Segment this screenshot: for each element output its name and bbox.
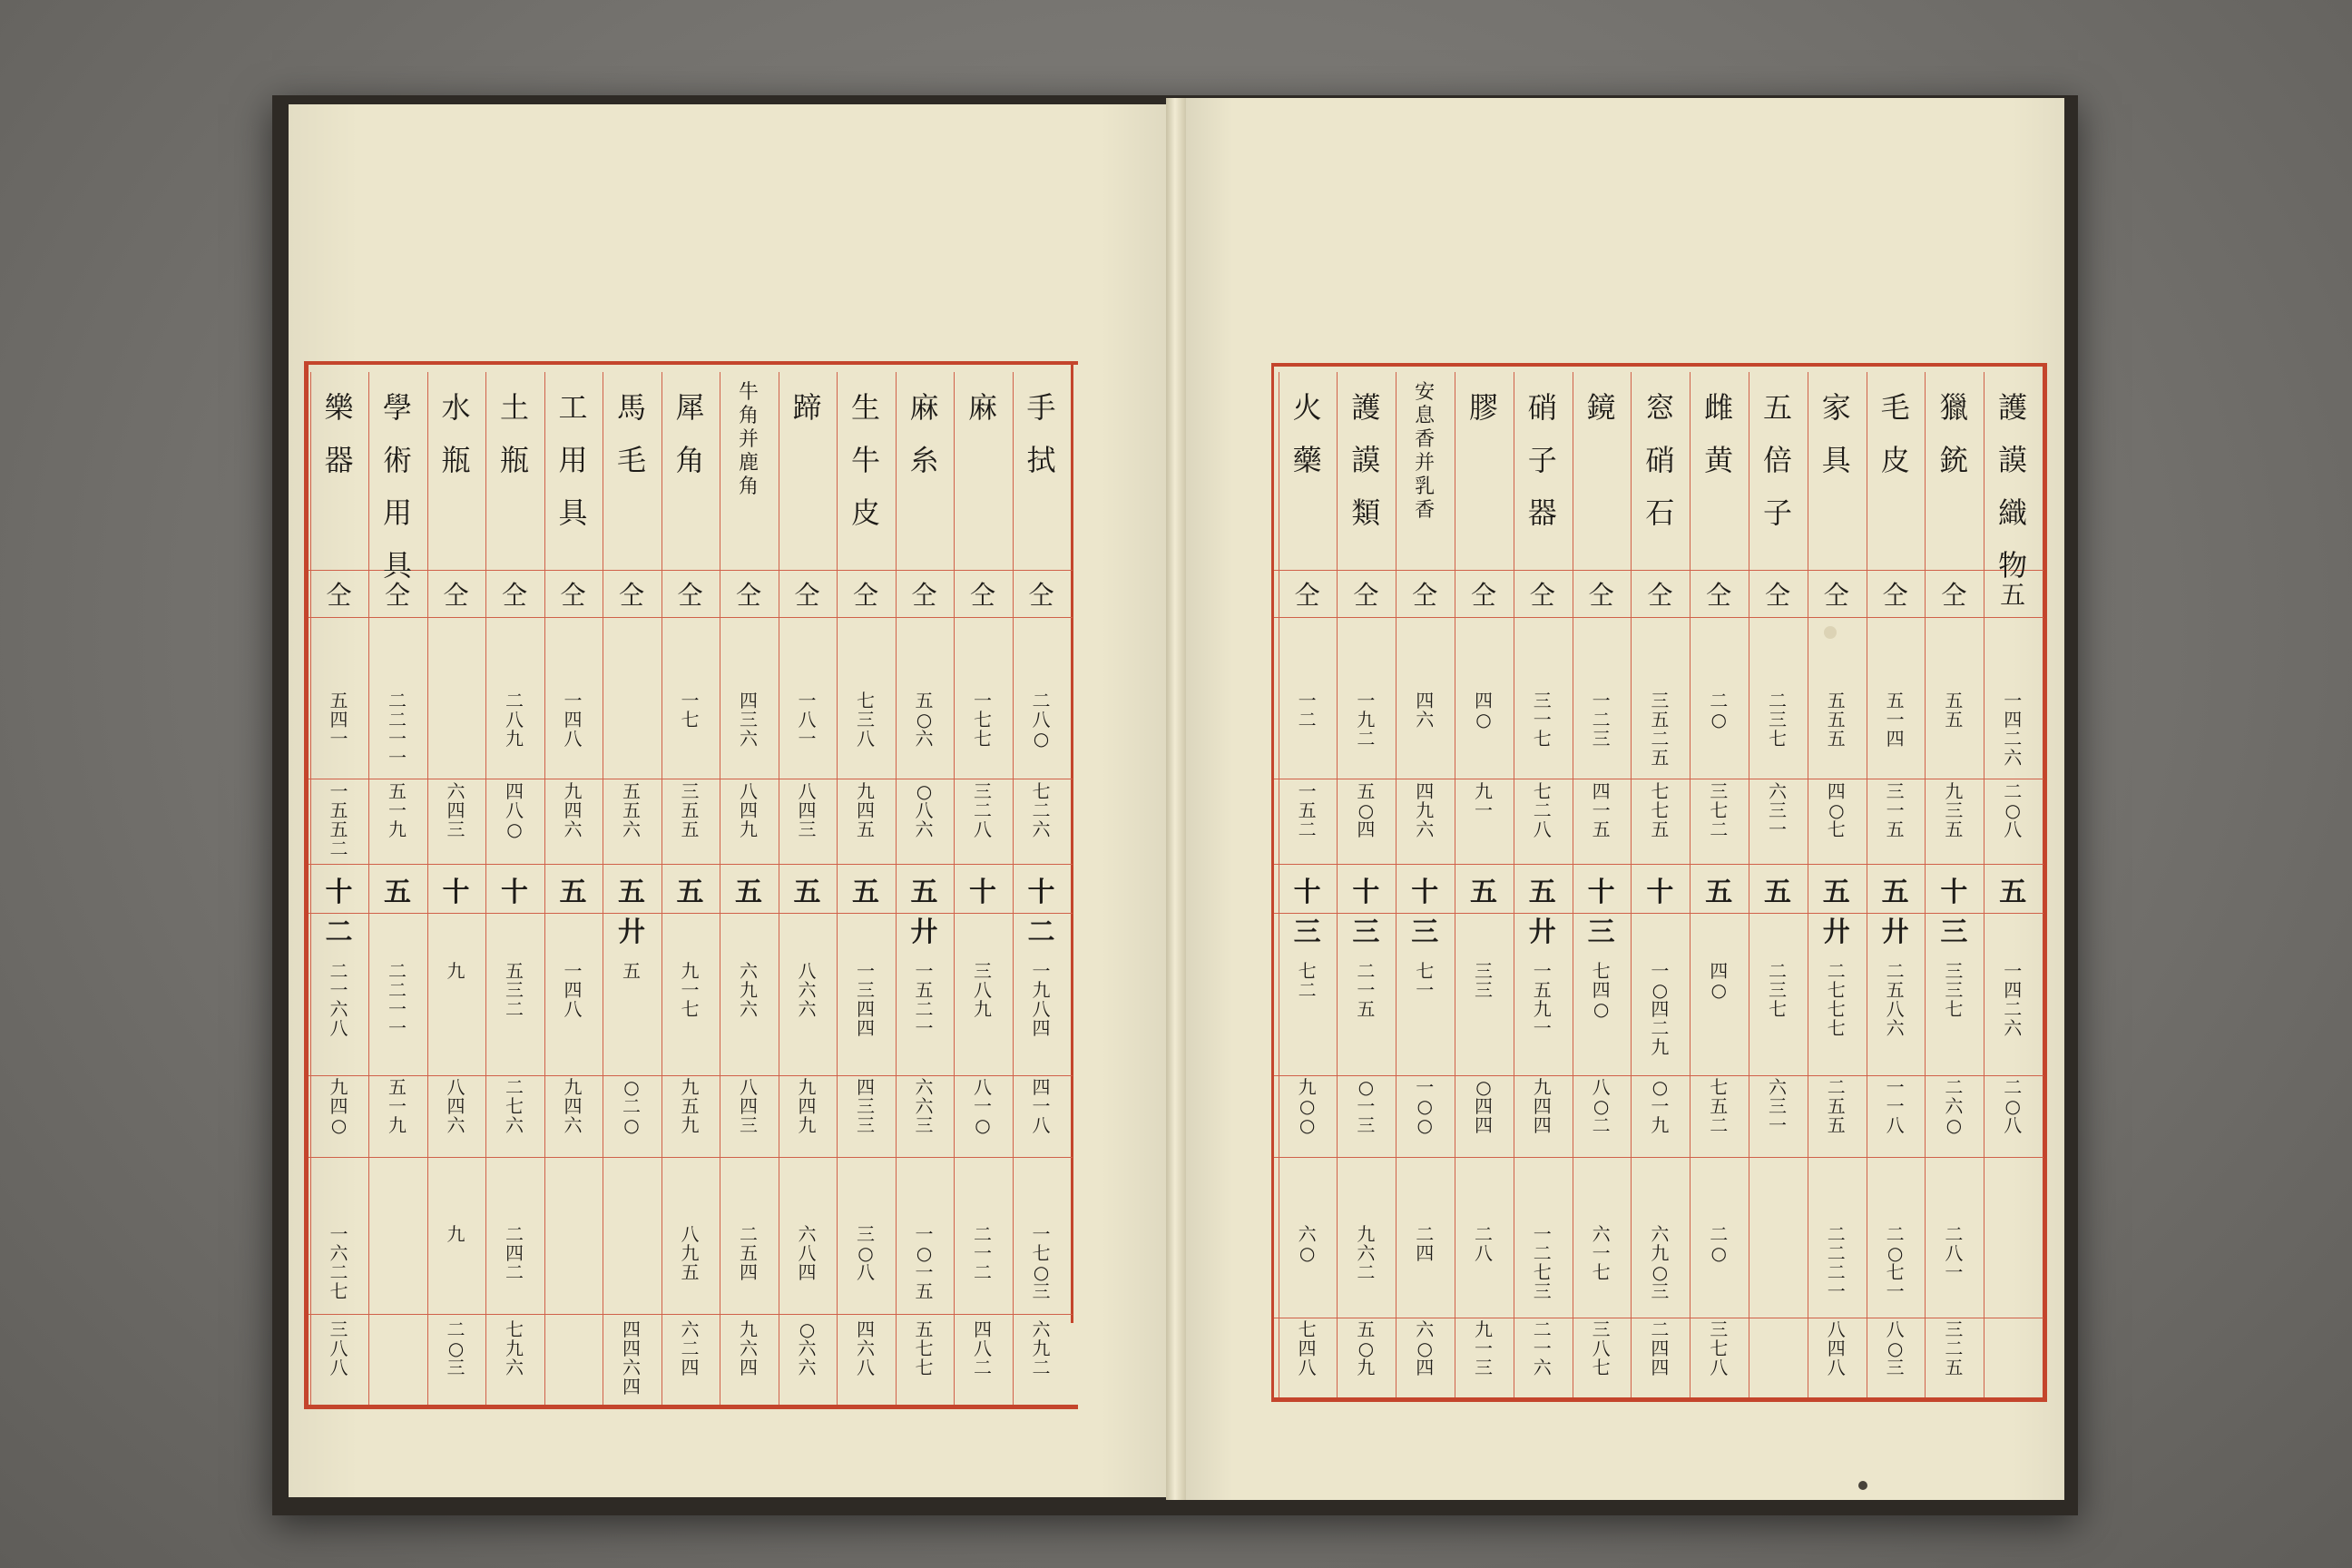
value-amount-3: 八 ○ 三: [1886, 1318, 1905, 1378]
same-mark: 仝: [1647, 580, 1673, 610]
value-quantity-1: 二 二 一 一: [388, 690, 407, 769]
left-rule-all: [309, 617, 1073, 618]
right-frame-top-edge: [1271, 363, 2047, 367]
left-frame-thick-edge: [304, 361, 309, 1409]
left-column-divider: [368, 372, 369, 1405]
value-amount-2: 九 四 九: [798, 1076, 817, 1136]
value-quantity-3: 一 六 二 七: [329, 1223, 348, 1302]
same-mark: 仝: [1353, 580, 1379, 610]
value-quantity-3: 二 ○: [1710, 1223, 1729, 1264]
value-quantity-1: 一 七: [681, 690, 700, 730]
value-quantity-1: 三 一 七: [1533, 690, 1552, 750]
value-amount-1: 三 五 五: [681, 780, 700, 840]
same-mark: 仝: [1529, 580, 1555, 610]
value-amount-2: 九 四 ○: [329, 1076, 348, 1136]
right-column-divider: [1337, 372, 1338, 1397]
value-amount-3: 三 八 七: [1592, 1318, 1611, 1378]
value-amount-3: 三 八 八: [329, 1318, 348, 1378]
same-mark: 仝: [1412, 580, 1438, 610]
value-amount-2: 一 一 八: [1886, 1076, 1905, 1136]
value-quantity-2: 二 二 一 一: [388, 960, 407, 1039]
value-amount-2: ○ 四 四: [1475, 1076, 1493, 1136]
unit-mark: 十二: [325, 877, 353, 948]
value-quantity-2: 一 四 二 六: [2004, 960, 2023, 1039]
right-item-label: 護 謨 類: [1351, 390, 1381, 530]
unit-mark: 五: [1705, 877, 1733, 908]
value-amount-2: 二 六 ○: [1945, 1076, 1964, 1136]
value-amount-2: 九 四 四: [1533, 1076, 1552, 1136]
same-mark: 仝: [1028, 580, 1054, 610]
left-frame-top-edge: [304, 361, 1078, 365]
value-amount-2: 八 四 三: [740, 1076, 758, 1136]
left-rule-sum-top: [309, 864, 1073, 865]
right-frame-bottom-edge: [1271, 1397, 2047, 1402]
value-quantity-3: 三 ○ 八: [857, 1223, 875, 1283]
value-quantity-2: 一 三 四 四: [857, 960, 875, 1039]
value-amount-1: 九 三 五: [1945, 780, 1964, 840]
value-amount-1: 四 一 五: [1592, 780, 1611, 840]
value-quantity-1: 一 四 八: [564, 690, 583, 750]
left-column-divider: [544, 372, 545, 1405]
value-quantity-3: 六 ○: [1298, 1223, 1317, 1264]
left-column-divider: [1013, 372, 1014, 1405]
value-amount-3: 五 七 七: [915, 1318, 934, 1378]
value-amount-2: 九 四 六: [564, 1076, 583, 1136]
value-amount-2: 八 四 六: [446, 1076, 466, 1136]
right-rule-mid3: [1274, 1157, 2043, 1158]
value-amount-2: 九 五 九: [681, 1076, 700, 1136]
value-quantity-2: 三 八 九: [974, 960, 992, 1020]
value-quantity-3: 六 一 七: [1592, 1223, 1611, 1283]
value-amount-1: 一 五 二: [1298, 780, 1317, 840]
value-quantity-2: 四 ○: [1710, 960, 1729, 1001]
value-quantity-2: 九 一 七: [681, 960, 700, 1020]
left-item-label: 工 用 具: [558, 390, 588, 530]
value-amount-1: 九 一: [1475, 780, 1493, 821]
unit-mark: 五: [852, 877, 879, 908]
right-rule-all: [1274, 617, 2043, 618]
value-quantity-3: 九 六 二: [1357, 1223, 1376, 1283]
left-frame-bottom-edge: [304, 1405, 1078, 1409]
value-quantity-2: 一 五 九 一: [1533, 960, 1552, 1039]
right-rule-sum-top: [1274, 864, 2043, 865]
value-amount-1: 八 四 九: [740, 780, 758, 840]
value-amount-2: 二 五 五: [1827, 1076, 1846, 1136]
left-column-divider: [954, 372, 955, 1405]
value-quantity-3: 二 二 二 一: [1827, 1223, 1846, 1302]
right-item-label: 鏡: [1586, 390, 1616, 425]
value-amount-3: 六 ○ 四: [1416, 1318, 1435, 1378]
unit-mark: 十三: [1587, 877, 1615, 948]
same-mark: 仝: [1294, 580, 1320, 610]
value-amount-3: 五 ○ 九: [1357, 1318, 1376, 1378]
value-amount-1: 四 ○ 七: [1827, 780, 1846, 840]
right-item-label: 膠: [1468, 390, 1498, 425]
right-item-label: 毛 皮: [1880, 390, 1910, 477]
value-quantity-3: 八 九 五: [681, 1223, 700, 1283]
value-amount-1: 二 ○ 八: [2004, 780, 2023, 840]
unit-mark: 十三: [1940, 877, 1968, 948]
value-quantity-1: 三 五 二 五: [1651, 690, 1670, 769]
right-frame-thick-edge: [2043, 363, 2047, 1402]
value-amount-2: 二 七 六: [505, 1076, 524, 1136]
left-rule-mid4: [309, 1314, 1073, 1315]
left-item-label: 牛 角 并 鹿 角: [738, 381, 759, 498]
unit-mark: 十三: [1352, 877, 1380, 948]
value-quantity-2: 七 一: [1416, 960, 1435, 1001]
left-column-divider: [427, 372, 428, 1405]
unit-mark: 五: [676, 877, 704, 908]
right-item-label: 火 藥: [1292, 390, 1322, 477]
unit-mark: 五: [384, 877, 411, 908]
unit-mark: 十三: [1293, 877, 1321, 948]
left-column-divider: [310, 372, 311, 1405]
value-amount-2: ○ 一 九: [1651, 1076, 1670, 1136]
value-quantity-2: 二 七 七 七: [1827, 960, 1846, 1039]
left-item-label: 生 牛 皮: [850, 390, 880, 530]
unit-mark: 五廾: [1528, 877, 1556, 948]
unit-mark: 五: [1470, 877, 1497, 908]
value-quantity-1: 二 八 九: [505, 690, 524, 750]
value-amount-1: 五 ○ 四: [1357, 780, 1376, 840]
value-amount-2: 一 ○ ○: [1416, 1076, 1435, 1136]
value-quantity-1: 四 六: [1416, 690, 1435, 730]
same-mark: 仝: [735, 580, 761, 610]
value-amount-3: ○ 六 六: [798, 1318, 817, 1378]
value-quantity-3: 九: [446, 1223, 466, 1245]
value-quantity-3: 六 九 ○ 三: [1651, 1223, 1670, 1302]
value-amount-2: 六 三 一: [1769, 1076, 1787, 1136]
value-quantity-2: 一 ○ 四 二 九: [1651, 960, 1670, 1058]
value-amount-1: 五 五 六: [622, 780, 641, 840]
left-frame-inner-right: [1071, 361, 1073, 1323]
same-mark: 仝: [1588, 580, 1614, 610]
right-frame-inner-left: [1271, 363, 1274, 1397]
value-amount-1: 六 三 一: [1769, 780, 1787, 840]
value-amount-3: 七 九 六: [505, 1318, 524, 1378]
same-mark: 仝: [911, 580, 937, 610]
value-amount-1: 四 九 六: [1416, 780, 1435, 840]
left-item-label: 麻 糸: [909, 390, 939, 477]
right-item-label: 安 息 香 并 乳 香: [1415, 381, 1436, 522]
left-rule-mid3: [309, 1157, 1073, 1158]
value-amount-1: 八 四 三: [798, 780, 817, 840]
value-quantity-3: 一 ○ 一 五: [915, 1223, 934, 1302]
same-mark: 仝: [852, 580, 878, 610]
value-quantity-2: 一 四 八: [564, 960, 583, 1020]
value-quantity-1: 五 ○ 六: [915, 690, 934, 750]
value-amount-1: 三 二 八: [974, 780, 992, 840]
left-item-label: 手 拭: [1026, 390, 1056, 477]
left-item-label: 馬 毛: [616, 390, 646, 477]
same-mark: 仝: [560, 580, 586, 610]
right-item-label: 護 謨 織 物: [1998, 390, 2028, 583]
value-amount-2: 八 ○ 二: [1592, 1076, 1611, 1136]
unit-mark: 十二: [1027, 877, 1055, 948]
value-amount-2: 八 一 ○: [974, 1076, 992, 1136]
value-quantity-2: 九: [446, 960, 466, 982]
value-amount-3: 七 四 八: [1298, 1318, 1317, 1378]
value-quantity-3: 二 八 一: [1945, 1223, 1964, 1283]
same-mark: 仝: [384, 580, 410, 610]
left-item-label: 學 術 用 具: [382, 390, 412, 583]
value-amount-3: 八 四 八: [1827, 1318, 1846, 1378]
same-mark: 仝: [1941, 580, 1967, 610]
left-column-divider: [837, 372, 838, 1405]
right-column-divider: [1925, 372, 1926, 1397]
value-amount-3: 二 四 四: [1651, 1318, 1670, 1378]
value-quantity-2: 三 三: [1475, 960, 1493, 1001]
value-quantity-3: 一 七 ○ 三: [1032, 1223, 1051, 1302]
right-item-label: 雌 黄: [1704, 390, 1734, 477]
value-amount-3: 六 九 二: [1032, 1318, 1051, 1378]
value-quantity-3: 六 八 四: [798, 1223, 817, 1283]
value-amount-1: ○ 八 六: [915, 780, 934, 840]
left-item-label: 土 瓶: [499, 390, 529, 477]
right-item-label: 家 具: [1821, 390, 1851, 477]
same-mark: 仝: [1706, 580, 1732, 610]
value-amount-3: 九 六 四: [740, 1318, 758, 1378]
book-gutter: [1166, 98, 1186, 1500]
value-quantity-1: 二 ○: [1710, 690, 1729, 730]
value-quantity-2: 五: [622, 960, 641, 982]
unit-mark: 五廾: [910, 877, 938, 948]
value-quantity-1: 五 五: [1945, 690, 1964, 730]
value-amount-1: 四 八 ○: [505, 780, 524, 840]
value-quantity-3: 二 四 二: [505, 1223, 524, 1283]
value-quantity-2: 六 九 六: [740, 960, 758, 1020]
same-mark: 仝: [326, 580, 352, 610]
value-quantity-1: 一 七 七: [974, 690, 992, 750]
value-quantity-1: 二 八 ○: [1032, 690, 1051, 750]
left-item-label: 水 瓶: [441, 390, 471, 477]
value-quantity-1: 一 二: [1298, 690, 1317, 730]
value-quantity-1: 五 四 一: [329, 690, 348, 750]
ink-dot: [1858, 1481, 1867, 1490]
value-amount-1: 三 一 五: [1886, 780, 1905, 840]
value-amount-3: 四 四 六 四: [622, 1318, 641, 1397]
value-quantity-2: 三 三 七: [1945, 960, 1964, 1020]
same-mark: 仝: [501, 580, 527, 610]
unit-mark: 五: [793, 877, 821, 908]
value-quantity-3: 二 五 四: [740, 1223, 758, 1283]
value-amount-2: 九 ○ ○: [1298, 1076, 1317, 1136]
right-item-label: 硝 子 器: [1527, 390, 1557, 530]
unit-mark: 五: [735, 877, 762, 908]
value-quantity-3: 二 一 二: [974, 1223, 992, 1283]
value-quantity-2: 七 二: [1298, 960, 1317, 1001]
value-quantity-1: 四 三 六: [740, 690, 758, 750]
value-quantity-1: 一 八 一: [798, 690, 817, 750]
value-quantity-1: 一 二 三: [1592, 690, 1611, 750]
unit-mark: 五廾: [1881, 877, 1909, 948]
value-quantity-2: 二 五 八 六: [1886, 960, 1905, 1039]
left-column-divider: [485, 372, 486, 1405]
value-amount-2: ○ 一 三: [1357, 1076, 1376, 1136]
value-quantity-2: 八 六 六: [798, 960, 817, 1020]
value-quantity-2: 二 一 六 八: [329, 960, 348, 1039]
value-amount-3: 四 八 二: [974, 1318, 992, 1378]
same-mark: 仝: [794, 580, 820, 610]
value-amount-3: 四 六 八: [857, 1318, 875, 1378]
value-amount-1: 一 五 五 二: [329, 780, 348, 859]
value-amount-2: 四 三 三: [857, 1076, 875, 1136]
value-amount-3: 九 一 三: [1475, 1318, 1493, 1378]
same-mark: 仝: [1882, 580, 1908, 610]
value-amount-2: ○ 二 ○: [622, 1076, 641, 1136]
left-item-label: 樂 器: [324, 390, 354, 477]
unit-mark: 十: [501, 877, 528, 908]
right-item-label: 窓 硝 石: [1645, 390, 1675, 530]
value-amount-3: 二 ○ 三: [446, 1318, 466, 1378]
right-column-divider: [1631, 372, 1632, 1397]
unit-mark: 十: [442, 877, 470, 908]
unit-mark: 五: [1764, 877, 1791, 908]
value-amount-1: 三 七 二: [1710, 780, 1729, 840]
same-mark: 仝: [618, 580, 644, 610]
right-rule-label: [1274, 570, 2043, 571]
unit-mark: 五廾: [1822, 877, 1850, 948]
unit-mark: 五: [1999, 877, 2027, 908]
unit-mark: 十: [1646, 877, 1674, 908]
value-amount-2: 七 五 二: [1710, 1076, 1729, 1136]
value-amount-1: 五 一 九: [388, 780, 407, 840]
value-quantity-1: 四 ○: [1475, 690, 1493, 730]
right-item-label: 五 倍 子: [1762, 390, 1792, 530]
value-amount-1: 九 四 五: [857, 780, 875, 840]
value-amount-2: 四 一 八: [1032, 1076, 1051, 1136]
value-quantity-3: 二 八: [1475, 1223, 1493, 1264]
value-quantity-3: 一 二 七 三: [1533, 1223, 1552, 1302]
value-quantity-3: 二 四: [1416, 1223, 1435, 1264]
value-quantity-2: 二 一 五: [1357, 960, 1376, 1020]
value-quantity-1: 一 九 二: [1357, 690, 1376, 750]
same-mark: 五: [2000, 580, 2026, 610]
left-item-label: 麻: [967, 390, 997, 425]
left-rule-sum-bottom: [309, 913, 1073, 914]
same-mark: 仝: [1470, 580, 1496, 610]
value-quantity-2: 七 四 ○: [1592, 960, 1611, 1020]
right-item-label: 獵 銃: [1939, 390, 1969, 477]
value-amount-2: 六 六 三: [915, 1076, 934, 1136]
value-quantity-1: 二 三 七: [1769, 690, 1787, 750]
same-mark: 仝: [1764, 580, 1790, 610]
value-amount-2: 五 一 九: [388, 1076, 407, 1136]
value-amount-1: 七 二 六: [1032, 780, 1051, 840]
value-amount-3: 二 一 六: [1533, 1318, 1552, 1378]
value-amount-1: 六 四 三: [446, 780, 466, 840]
value-amount-1: 九 四 六: [564, 780, 583, 840]
left-item-label: 蹄: [792, 390, 822, 425]
same-mark: 仝: [969, 580, 995, 610]
value-quantity-2: 一 九 八 四: [1032, 960, 1051, 1039]
unit-mark: 十三: [1411, 877, 1439, 948]
unit-mark: 十: [969, 877, 996, 908]
value-quantity-1: 五 一 四: [1886, 690, 1905, 750]
left-column-divider: [896, 372, 897, 1405]
value-quantity-1: 七 三 八: [857, 690, 875, 750]
left-item-label: 犀 角: [675, 390, 705, 477]
value-quantity-1: 一 四 二 六: [2004, 690, 2023, 769]
value-amount-3: 三 七 八: [1710, 1318, 1729, 1378]
value-amount-3: 三 二 五: [1945, 1318, 1964, 1378]
unit-mark: 五廾: [618, 877, 645, 948]
same-mark: 仝: [443, 580, 469, 610]
unit-mark: 五: [559, 877, 587, 908]
value-quantity-1: 五 五 五: [1827, 690, 1846, 750]
value-quantity-3: 二 ○ 七 一: [1886, 1223, 1905, 1302]
same-mark: 仝: [1823, 580, 1849, 610]
value-amount-2: 二 ○ 八: [2004, 1076, 2023, 1136]
value-amount-3: 六 二 四: [681, 1318, 700, 1378]
value-amount-1: 七 七 五: [1651, 780, 1670, 840]
same-mark: 仝: [677, 580, 703, 610]
value-quantity-2: 一 五 二 一: [915, 960, 934, 1039]
value-quantity-2: 二 三 七: [1769, 960, 1787, 1020]
value-amount-1: 七 二 八: [1533, 780, 1552, 840]
value-quantity-2: 五 三 二: [505, 960, 524, 1020]
